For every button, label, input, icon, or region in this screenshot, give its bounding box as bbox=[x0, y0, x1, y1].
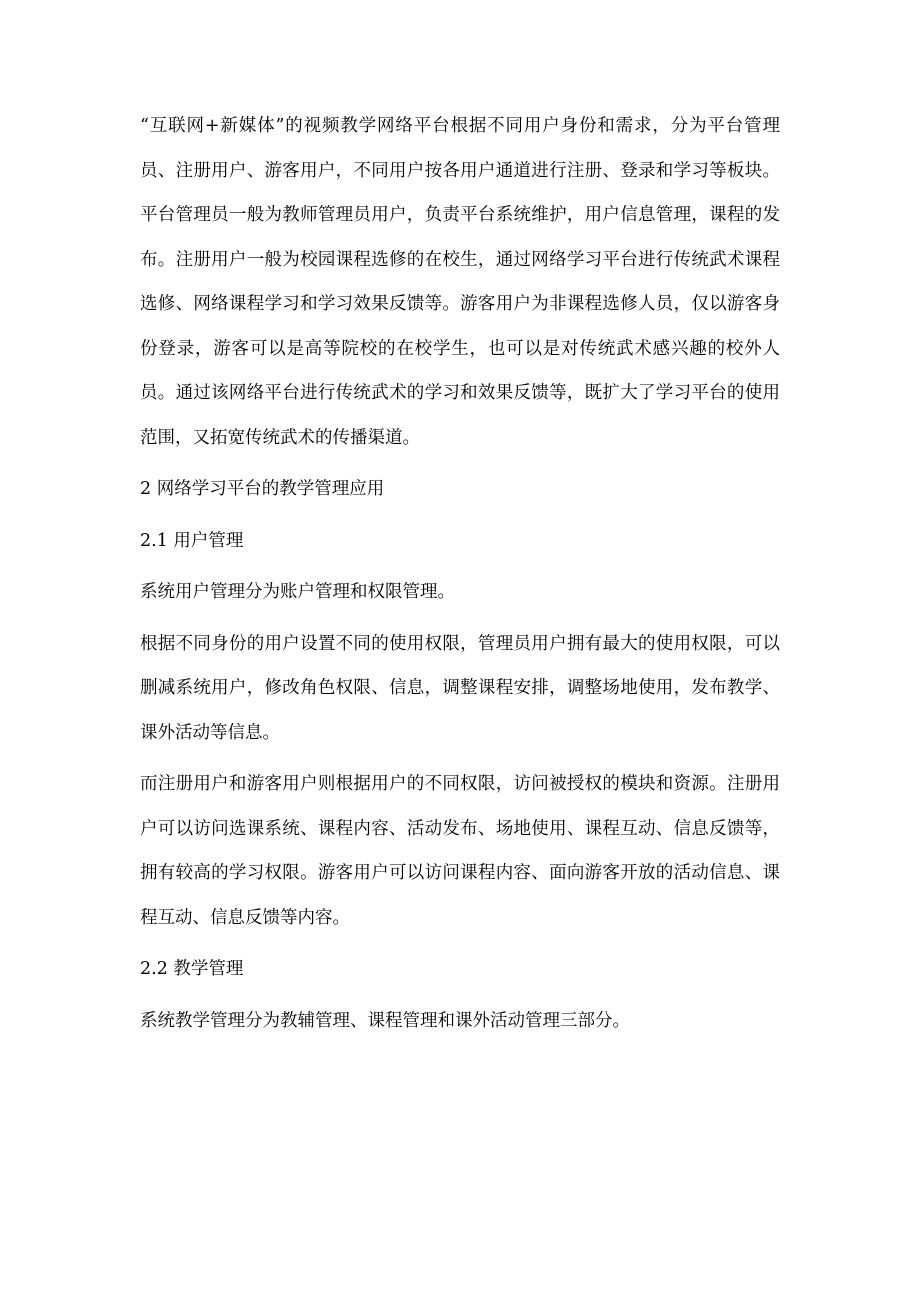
body-paragraph: 而注册用户和游客用户则根据用户的不同权限，访问被授权的模块和资源。注册用户可以访问选课系统、课程内容、活动发布、场地使用、课程互动、信息反馈等，拥有较高的学习权限。游客用户可以访问课程内容、面向游客开放的活动信息、课程互动、信息反馈等内容。 bbox=[140, 774, 780, 928]
body-paragraph: “互联网+新媒体”的视频教学网络平台根据不同用户身份和需求，分为平台管理员、注册用户、游客用户，不同用户按各用户通道进行注册、登录和学习等板块。平台管理员一般为教师管理员用户，负责平台系统维护，用户信息管理，课程的发布。注册用户一般为校园课程选修的在校生，通过网络学习平台进行传统武术课程选修、网络课程学习和学习效果反馈等。游客用户为非课程选修人员，仅以游客身份登录，游客可以是高等院校的在校学生，也可以是对传统武术感兴趣的校外人员。通过该网络平台进行传统武术的学习和效果反馈等，既扩大了学习平台的使用范围，又拓宽传统武术的传播渠道。 bbox=[140, 116, 780, 448]
body-paragraph: 系统教学管理分为教辅管理、课程管理和课外活动管理三部分。 bbox=[140, 1010, 630, 1031]
body-paragraph: 根据不同身份的用户设置不同的使用权限，管理员用户拥有最大的使用权限，可以删减系统用户，修改角色权限、信息，调整课程安排，调整场地使用，发布教学、课外活动等信息。 bbox=[140, 633, 780, 743]
subsection-heading: 2.1 用户管理 bbox=[140, 530, 244, 551]
body-paragraph: 系统用户管理分为账户管理和权限管理。 bbox=[140, 582, 455, 602]
document-body bbox=[140, 104, 780, 1043]
section-heading: 2 网络学习平台的教学管理应用 bbox=[140, 479, 385, 499]
subsection-heading: 2.2 教学管理 bbox=[140, 959, 244, 979]
